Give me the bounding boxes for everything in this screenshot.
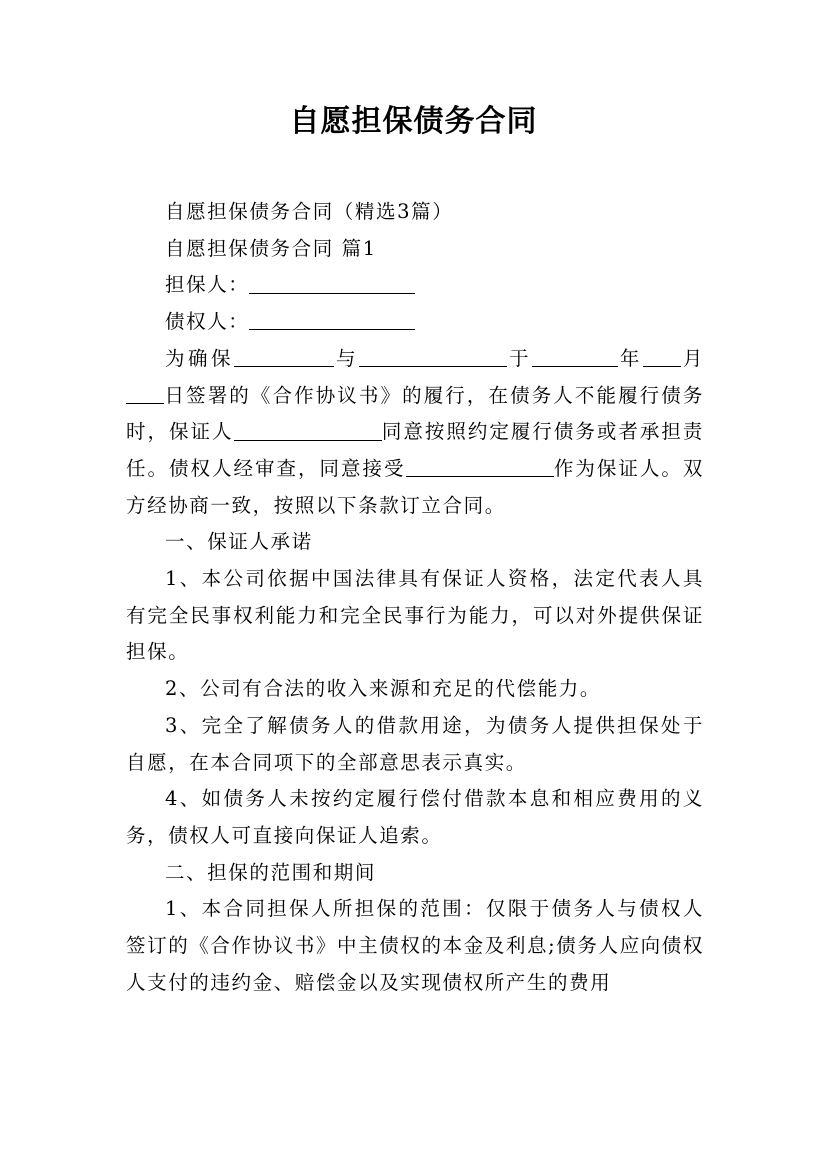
- section-heading: 一、保证人承诺: [165, 530, 313, 554]
- year-blank: [532, 346, 618, 367]
- intro-text: 为确保: [165, 346, 235, 370]
- part-heading: 自愿担保债务合同 篇1: [165, 236, 377, 260]
- subtitle-line: 自愿担保债务合同（精选3篇）: [165, 200, 454, 223]
- day-blank: [126, 382, 164, 403]
- guarantor-line: [126, 267, 704, 304]
- intro-text: 作为保证人。双方经协商一致，按照以下条款订立合同。: [126, 456, 704, 517]
- guarantor-blank: [249, 272, 415, 293]
- intro-text: 年: [617, 346, 643, 370]
- creditor-line: [126, 304, 704, 341]
- clause-paragraph: 1、本合同担保人所担保的范围：仅限于债务人与债权人签订的《合作协议书》中主债权的本金及利息;债务人应向债权人支付的违约金、赔偿金以及实现债权所产生的费用: [126, 897, 704, 994]
- party-blank: [359, 346, 507, 367]
- debtor-blank: [234, 346, 334, 367]
- guarantor-label: 担保人：: [165, 273, 250, 297]
- creditor-blank: [249, 309, 415, 330]
- intro-text: 同意按照约定履行债务或者承担责任。债权人经审查，同意接受: [126, 420, 704, 480]
- clause-paragraph: 2、公司有合法的收入来源和充足的代偿能力。: [165, 677, 602, 701]
- accepted-guarantor-blank: [406, 456, 554, 477]
- document-title: 自愿担保债务合同: [289, 104, 538, 139]
- clause-paragraph: 3、完全了解债务人的借款用途，为债务人提供担保处于自愿，在本合同项下的全部意思表示真实。: [126, 713, 704, 774]
- guarantor-name-blank: [234, 419, 382, 440]
- section-heading: 二、担保的范围和期间: [165, 860, 377, 884]
- intro-paragraph: [126, 341, 704, 525]
- intro-text: 月: [680, 346, 704, 370]
- month-blank: [643, 346, 681, 367]
- clause-paragraph: 1、本公司依据中国法律具有保证人资格，法定代表人具有完全民事权利能力和完全民事行为能力，可以对外提供保证担保。: [126, 567, 704, 664]
- intro-text: 日签署的《合作协议书》的履行，在债务人不能履行债务时，保证人: [126, 383, 704, 444]
- document-body: [126, 194, 704, 1001]
- intro-text: 于: [507, 346, 532, 370]
- intro-text: 与: [334, 346, 360, 370]
- creditor-label: 债权人：: [165, 310, 250, 334]
- clause-paragraph: 4、如债务人未按约定履行偿付借款本息和相应费用的义务，债权人可直接向保证人追索。: [126, 787, 704, 847]
